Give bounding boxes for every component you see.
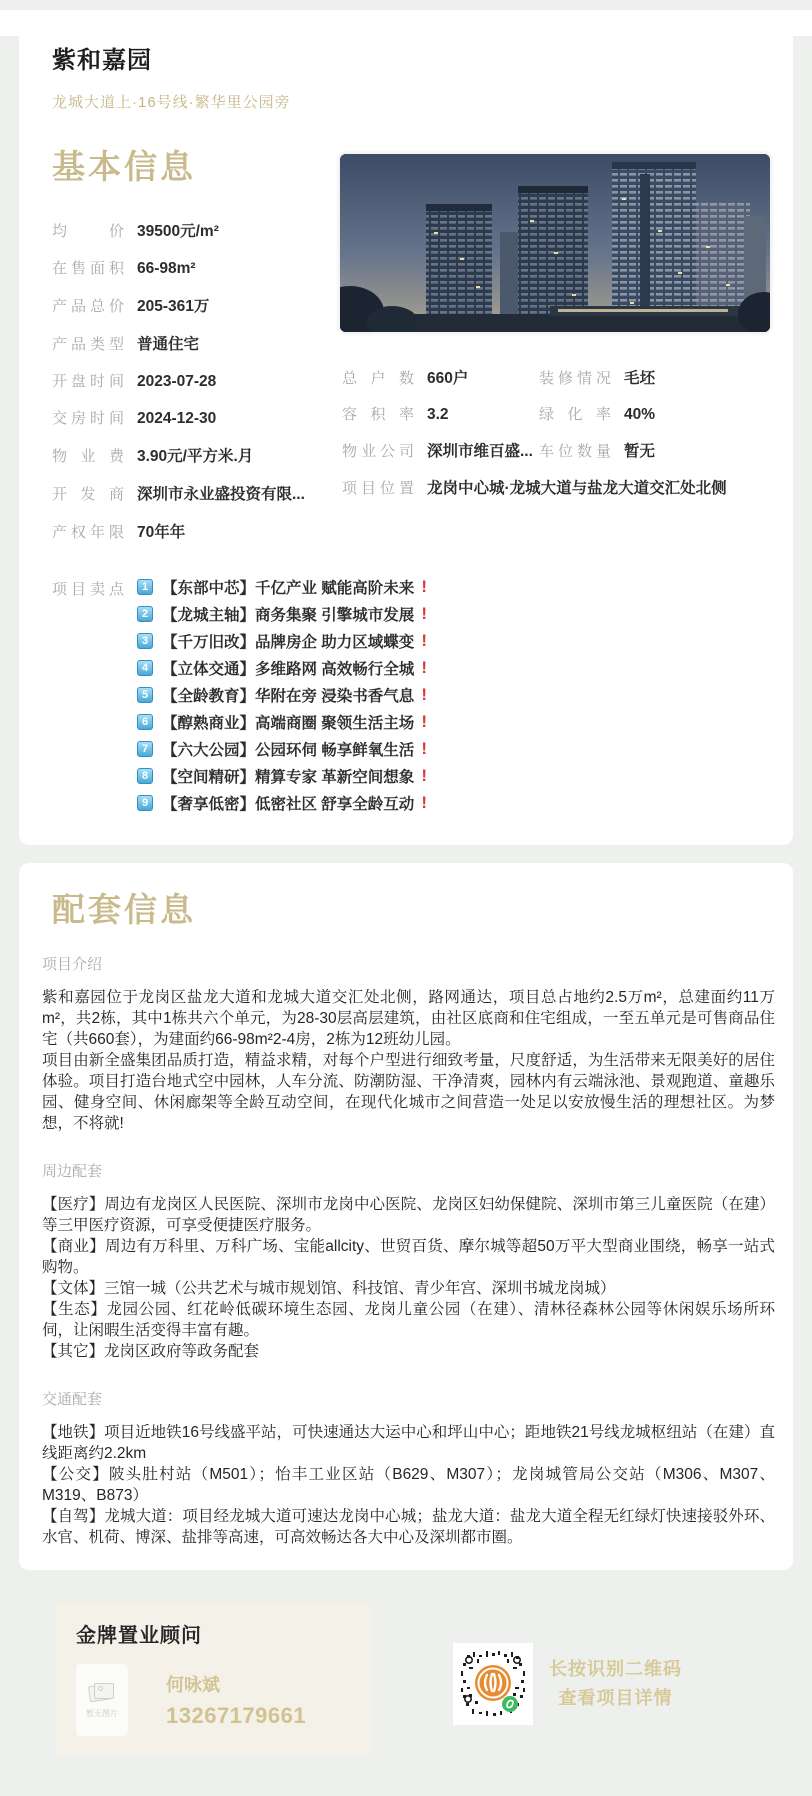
selling-point-item xyxy=(137,711,427,733)
selling-point-number-badge: 8 xyxy=(137,768,153,784)
selling-point-item xyxy=(137,603,427,625)
info-field-row xyxy=(52,482,338,504)
qr-caption-line1: 长按识别二维码 xyxy=(549,1659,682,1680)
field-value: 39500元/m² xyxy=(137,222,219,240)
field-label: 装修情况 xyxy=(539,370,611,387)
field-label: 容积率 xyxy=(342,406,414,423)
field-label: 产品类型 xyxy=(52,335,124,353)
selling-point-text: 【六大公园】公园环伺 畅享鲜氧生活 xyxy=(162,741,415,759)
exclamation-icon: ! xyxy=(421,792,427,812)
selling-point-text: 【空间精研】精算专家 革新空间想象 xyxy=(162,768,415,786)
field-value: 2023-07-28 xyxy=(137,372,217,390)
field-value: 深圳市永业盛投资有限... xyxy=(137,485,305,503)
info-field-row xyxy=(52,520,338,542)
agent-phone[interactable]: 13267179661 xyxy=(166,1703,307,1729)
page-title: 紫和嘉园 xyxy=(52,47,152,74)
consultant-heading: 金牌置业顾问 xyxy=(76,1625,202,1648)
qr-code[interactable] xyxy=(453,1643,533,1725)
transport-block xyxy=(42,1388,775,1548)
project-intro-paragraphs xyxy=(42,987,775,1134)
selling-point-number-badge: 5 xyxy=(137,687,153,703)
field-label: 物业公司 xyxy=(342,443,414,460)
field-label: 绿化率 xyxy=(539,406,611,423)
selling-point-item xyxy=(137,657,427,679)
selling-point-number-badge: 6 xyxy=(137,714,153,730)
surrounding-paragraphs xyxy=(42,1194,775,1362)
selling-point-item xyxy=(137,576,427,598)
paragraph: 【生态】龙园公园、红花岭低碳环境生态园、龙岗儿童公园（在建）、清林径森林公园等休闲娱乐场所环伺，让闲暇生活变得丰富有趣。 xyxy=(42,1301,775,1340)
selling-point-text: 【醇熟商业】高端商圈 聚领生活主场 xyxy=(162,714,415,732)
field-value: 66-98m² xyxy=(137,259,196,277)
surrounding-block xyxy=(42,1160,775,1362)
photo-stack-icon xyxy=(89,1681,115,1703)
info-field-row xyxy=(342,366,539,388)
field-value: 3.90元/平方米.月 xyxy=(137,447,254,465)
exclamation-icon: ! xyxy=(421,576,427,596)
agent-avatar-placeholder xyxy=(76,1664,128,1736)
no-image-text: 暂无图片 xyxy=(86,1709,118,1719)
info-field-row xyxy=(342,439,539,461)
qr-section xyxy=(453,1643,682,1725)
field-value: 普通住宅 xyxy=(137,335,200,353)
exclamation-icon: ! xyxy=(421,765,427,785)
field-value: 暂无 xyxy=(624,443,656,460)
field-value: 70年年 xyxy=(137,523,186,541)
field-value: 660户 xyxy=(427,370,469,387)
field-label: 在售面积 xyxy=(52,259,124,277)
page-subtitle: 龙城大道上·16号线·繁华里公园旁 xyxy=(52,94,291,111)
selling-points-list xyxy=(137,576,427,819)
field-label: 物业费 xyxy=(52,447,124,465)
project-location-row xyxy=(342,476,775,498)
consultant-card xyxy=(56,1602,370,1755)
paragraph: 【地铁】项目近地铁16号线盛平站，可快速通达大运中心和坪山中心；距地铁21号线龙城枢纽站（在建）直线距离约2.2km xyxy=(42,1424,775,1463)
selling-point-item xyxy=(137,684,427,706)
selling-point-text: 【东部中芯】千亿产业 赋能高阶未来 xyxy=(162,579,415,597)
footer xyxy=(0,1570,812,1796)
selling-point-text: 【千万旧改】品牌房企 助力区域蝶变 xyxy=(162,633,415,651)
basic-info-section-title: 基本信息 xyxy=(52,148,196,185)
exclamation-icon: ! xyxy=(421,603,427,623)
field-value: 2024-12-30 xyxy=(137,409,217,427)
field-label: 车位数量 xyxy=(539,443,611,460)
info-field-row xyxy=(52,370,338,391)
field-label: 产品总价 xyxy=(52,297,124,315)
paragraph: 紫和嘉园位于龙岗区盐龙大道和龙城大道交汇处北侧，路网通达，项目总占地约2.5万m²，总建面约11万m²，共2栋，其中1栋共六个单元，为28-30层高层建筑，由社区底商和住宅组成，一至五单元是可售商品住宅（共660套），为建面约66-98m²2-4房，2栋为12班幼儿园。 xyxy=(42,989,775,1049)
field-label: 总户数 xyxy=(342,370,414,387)
selling-point-number-badge: 3 xyxy=(137,633,153,649)
info-field-row xyxy=(539,366,775,388)
facilities-card xyxy=(19,863,793,1571)
info-field-row xyxy=(342,403,539,424)
field-label: 开发商 xyxy=(52,485,124,503)
property-photo-illustration xyxy=(340,154,770,332)
selling-point-text: 【奢享低密】低密社区 舒享全龄互动 xyxy=(162,795,415,813)
field-label: 开盘时间 xyxy=(52,372,124,390)
selling-point-item xyxy=(137,630,427,652)
selling-point-item xyxy=(137,738,427,760)
selling-point-text: 【全龄教育】华附在旁 浸染书香气息 xyxy=(162,687,415,705)
paragraph: 项目由新全盛集团品质打造，精益求精，对每个户型进行细致考量，尺度舒适，为生活带来无限美好的居住体验。项目打造台地式空中园林，人车分流、防潮防湿、干净清爽，园林内有云端泳池、景观跑道、童趣乐园、健身空间、休闲廊架等全龄互动空间，在现代化城市之间营造一处足以安放慢生活的理想社区。为梦想，不将就! xyxy=(42,1052,775,1133)
field-label: 均价 xyxy=(52,222,124,240)
qr-caption-line2: 查看项目详情 xyxy=(558,1688,673,1709)
selling-point-number-badge: 4 xyxy=(137,660,153,676)
selling-point-text: 【立体交通】多维路网 高效畅行全城 xyxy=(162,660,415,678)
field-label: 产权年限 xyxy=(52,523,124,541)
basic-info-card xyxy=(19,10,793,845)
agent-name: 何咏斌 xyxy=(166,1675,220,1696)
field-value: 40% xyxy=(624,406,656,423)
basic-info-left-fields xyxy=(52,219,338,542)
qr-code-illustration xyxy=(453,1643,533,1725)
paragraph: 【商业】周边有万科里、万科广场、宝能allcity、世贸百货、摩尔城等超50万平大型商业围绕，畅享一站式购物。 xyxy=(42,1238,775,1277)
paragraph: 【医疗】周边有龙岗区人民医院、深圳市龙岗中心医院、龙岗区妇幼保健院、深圳市第三儿童医院（在建）等三甲医疗资源，可享受便捷医疗服务。 xyxy=(42,1196,775,1235)
basic-info-body xyxy=(52,150,775,558)
field-value: 3.2 xyxy=(427,406,449,423)
field-value: 深圳市维百盛... xyxy=(427,443,533,460)
property-photo xyxy=(338,152,772,334)
info-field-row xyxy=(52,219,338,241)
project-intro-block xyxy=(42,953,775,1134)
info-field-row xyxy=(52,444,338,466)
exclamation-icon: ! xyxy=(421,711,427,731)
exclamation-icon: ! xyxy=(421,657,427,677)
paragraph: 【公交】陂头肚村站（M501）；怡丰工业区站（B629、M307）；龙岗城管局公交站（M306、M307、M319、B873） xyxy=(42,1466,775,1505)
selling-point-number-badge: 9 xyxy=(137,795,153,811)
exclamation-icon: ! xyxy=(421,684,427,704)
paragraph: 【文体】三馆一城（公共艺术与城市规划馆、科技馆、青少年宫、深圳书城龙岗城） xyxy=(42,1280,616,1298)
info-field-row xyxy=(52,294,338,316)
agent-row xyxy=(76,1664,350,1736)
exclamation-icon: ! xyxy=(421,630,427,650)
qr-caption xyxy=(549,1655,682,1713)
field-label: 项目位置 xyxy=(342,480,414,497)
field-value: 龙岗中心城·龙城大道与盐龙大道交汇处北侧 xyxy=(427,480,727,497)
paragraph: 【自驾】龙城大道：项目经龙城大道可速达龙岗中心城；盐龙大道：盐龙大道全程无红绿灯快速接驳外环、水官、机荷、博深、盐排等高速，可高效畅达各大中心及深圳都市圈。 xyxy=(42,1508,775,1547)
info-field-row xyxy=(539,403,775,424)
basic-info-right-column xyxy=(338,150,775,558)
info-field-row xyxy=(52,257,338,278)
field-label: 交房时间 xyxy=(52,409,124,427)
selling-points-label: 项目卖点 xyxy=(52,580,124,598)
info-field-row xyxy=(52,407,338,428)
paragraph: 【其它】龙岗区政府等政务配套 xyxy=(42,1343,260,1361)
basic-info-right-fields xyxy=(342,366,775,461)
facilities-section-title: 配套信息 xyxy=(52,890,196,928)
info-field-row xyxy=(539,439,775,461)
project-intro-heading: 项目介绍 xyxy=(42,956,103,974)
agent-contact xyxy=(166,1671,306,1729)
basic-info-left-column xyxy=(52,150,338,558)
selling-point-item xyxy=(137,765,427,787)
field-value: 205-361万 xyxy=(137,297,210,315)
field-value: 毛坯 xyxy=(624,370,656,387)
transport-heading: 交通配套 xyxy=(42,1391,103,1409)
selling-point-text: 【龙城主轴】商务集聚 引擎城市发展 xyxy=(162,606,415,624)
selling-points-row xyxy=(52,576,775,819)
selling-point-number-badge: 2 xyxy=(137,606,153,622)
transport-paragraphs xyxy=(42,1422,775,1548)
selling-point-number-badge: 7 xyxy=(137,741,153,757)
selling-point-item xyxy=(137,792,427,814)
info-field-row xyxy=(52,332,338,354)
selling-point-number-badge: 1 xyxy=(137,579,153,595)
exclamation-icon: ! xyxy=(421,738,427,758)
surrounding-heading: 周边配套 xyxy=(42,1163,103,1181)
